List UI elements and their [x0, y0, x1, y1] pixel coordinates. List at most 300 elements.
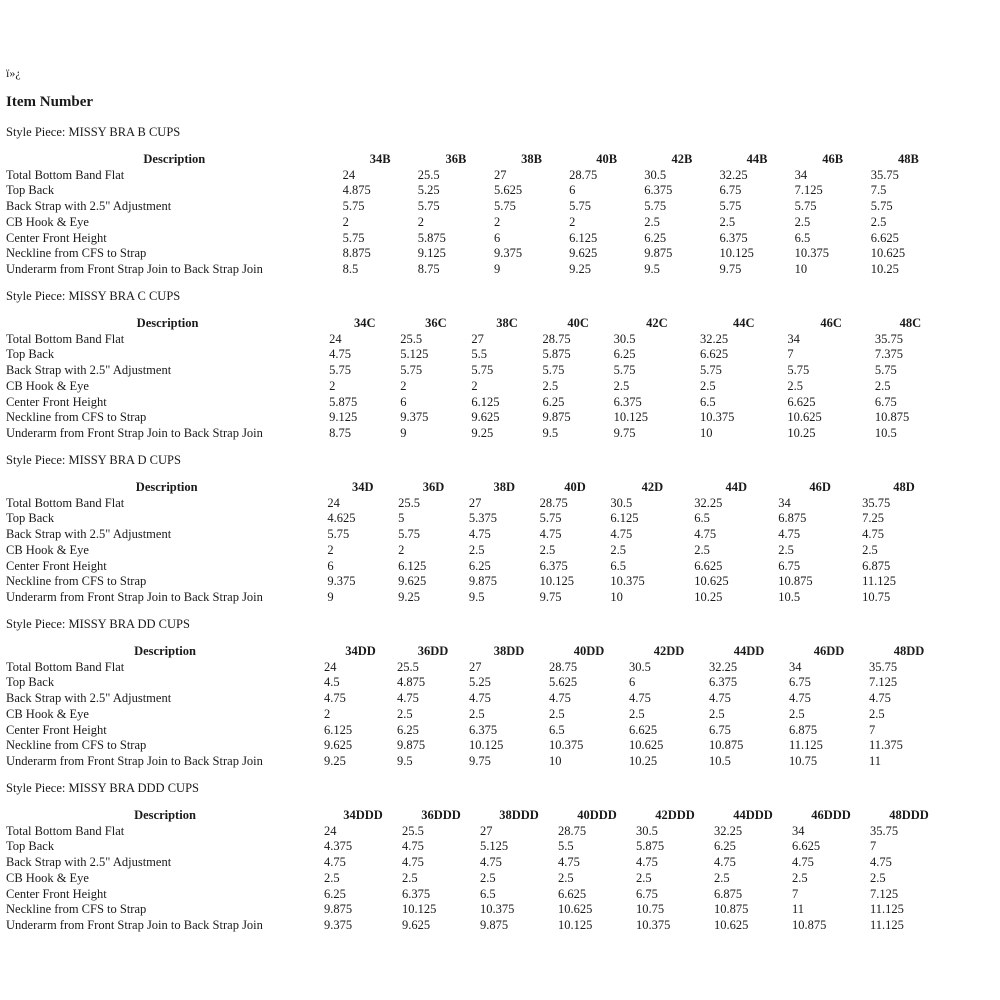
measurement-cell: 4.75 [549, 691, 571, 706]
measurement-cell: 4.375 [324, 839, 353, 854]
size-header: 38D [493, 480, 516, 494]
measurement-cell: 2 [329, 378, 336, 393]
measurement-cell: 5.875 [417, 230, 446, 245]
measurement-cell: 35.75 [869, 659, 898, 674]
measurement-cell: 5.75 [539, 511, 562, 526]
measurement-cell: 6.125 [324, 722, 353, 737]
table-row [6, 379, 946, 395]
measurement-cell: 5.75 [398, 527, 421, 542]
measurement-cell: 9.25 [471, 425, 494, 440]
size-header: 46DD [813, 644, 845, 658]
measurement-cell: 5.75 [327, 527, 350, 542]
measurement-cell: 6.25 [613, 347, 636, 362]
row-label: Top Back [6, 511, 55, 526]
measurement-cell: 10.75 [862, 589, 891, 604]
measurement-cell: 6.625 [700, 347, 729, 362]
measurement-cell: 5.75 [644, 199, 667, 214]
measurement-cell: 25.5 [397, 659, 419, 674]
measurement-cell: 35.75 [862, 495, 891, 510]
table-row [6, 574, 946, 590]
measurement-cell: 6.75 [709, 722, 731, 737]
measurement-cell: 2 [417, 214, 425, 229]
measurement-cell: 5.75 [787, 363, 810, 378]
measurement-cell: 9.375 [400, 410, 429, 425]
measurement-cell: 5.75 [417, 199, 440, 214]
table-row [6, 887, 948, 903]
measurement-cell: 6.5 [549, 722, 565, 737]
measurement-cell: 10.625 [558, 902, 593, 917]
table-row [6, 262, 946, 278]
measurement-cell: 10.75 [636, 902, 665, 917]
row-label: Back Strap with 2.5" Adjustment [6, 527, 172, 542]
measurement-cell: 4.75 [636, 855, 658, 870]
measurement-cell: 8.5 [342, 261, 359, 276]
measurement-cell: 7.375 [874, 347, 903, 362]
measurement-cell: 24 [324, 659, 337, 674]
measurement-cell: 10.125 [719, 246, 754, 261]
size-header: 36D [422, 480, 445, 494]
style-piece-label: Style Piece: MISSY BRA DDD CUPS [6, 781, 199, 795]
measurement-cell: 9.875 [644, 246, 673, 261]
measurement-cell: 4.75 [714, 855, 736, 870]
size-header: 48C [899, 316, 922, 330]
measurement-table [6, 808, 948, 934]
measurement-cell: 9 [400, 425, 407, 440]
encoding-marker: ï»¿ [6, 66, 21, 80]
table-row [6, 410, 946, 426]
measurement-cell: 6.25 [714, 839, 736, 854]
size-header: 40DDD [577, 808, 617, 822]
header-row [6, 316, 946, 332]
header-row [6, 808, 948, 824]
size-header: 42D [641, 480, 664, 494]
measurement-cell: 27 [471, 331, 484, 346]
measurement-cell: 2.5 [636, 870, 652, 885]
measurement-cell: 11.125 [789, 738, 823, 753]
row-label: CB Hook & Eye [6, 214, 89, 229]
page-title: Item Number [6, 94, 94, 110]
style-piece-label: Style Piece: MISSY BRA D CUPS [6, 453, 181, 467]
measurement-cell: 5.75 [719, 199, 742, 214]
table-row [6, 902, 948, 918]
measurement-cell: 4.75 [539, 527, 562, 542]
measurement-cell: 2.5 [792, 870, 808, 885]
measurement-cell: 5.5 [558, 839, 574, 854]
measurement-cell: 2.5 [714, 870, 730, 885]
table-row [6, 824, 948, 840]
measurement-cell: 2.5 [469, 706, 485, 721]
row-label: Underarm from Front Strap Join to Back Strap Join [6, 425, 263, 440]
measurement-cell: 2.5 [539, 542, 556, 557]
size-header: 46DDD [811, 808, 851, 822]
table-row [6, 363, 946, 379]
measurement-cell: 6.625 [870, 230, 899, 245]
measurement-cell: 5.75 [542, 363, 565, 378]
style-piece-label: Style Piece: MISSY BRA DD CUPS [6, 617, 190, 631]
row-label: Center Front Height [6, 394, 107, 409]
row-label: Total Bottom Band Flat [6, 331, 125, 346]
measurement-cell: 6.875 [862, 558, 891, 573]
measurement-cell: 6.75 [789, 675, 811, 690]
table-row [6, 395, 946, 411]
measurement-cell: 6.5 [700, 394, 716, 409]
row-label: Total Bottom Band Flat [6, 659, 125, 674]
measurement-cell: 5.75 [471, 363, 494, 378]
size-header: 36B [445, 152, 467, 166]
measurement-cell: 5.75 [493, 199, 516, 214]
measurement-cell: 10.625 [787, 410, 822, 425]
measurement-cell: 6.75 [778, 558, 801, 573]
style-piece-label: Style Piece: MISSY BRA C CUPS [6, 289, 181, 303]
measurement-cell: 10 [549, 753, 562, 768]
measurement-cell: 32.25 [719, 167, 748, 182]
measurement-cell: 6.375 [613, 394, 642, 409]
measurement-cell: 10.25 [787, 425, 816, 440]
table-row [6, 231, 946, 247]
measurement-table [6, 152, 946, 278]
table-row [6, 199, 946, 215]
header-row [6, 152, 946, 168]
measurement-cell: 6.25 [324, 886, 346, 901]
measurement-cell: 2.5 [789, 706, 805, 721]
measurement-cell: 30.5 [610, 495, 633, 510]
measurement-cell: 5.125 [400, 347, 429, 362]
measurement-cell: 6.875 [778, 511, 807, 526]
measurement-cell: 2.5 [874, 378, 891, 393]
measurement-cell: 10.125 [402, 902, 437, 917]
measurement-cell: 10.875 [714, 902, 749, 917]
measurement-cell: 4.75 [469, 691, 491, 706]
measurement-cell: 10.625 [870, 246, 906, 261]
measurement-cell: 2.5 [542, 378, 559, 393]
size-header: 38DD [493, 644, 525, 658]
measurement-cell: 10.375 [636, 917, 671, 932]
measurement-cell: 10.375 [610, 574, 645, 589]
measurement-cell: 11.125 [870, 902, 904, 917]
header-row [6, 644, 949, 660]
measurement-cell: 28.75 [542, 331, 571, 346]
measurement-cell: 32.25 [700, 331, 729, 346]
measurement-cell: 6.625 [558, 886, 587, 901]
size-header: 34C [353, 316, 376, 330]
measurement-cell: 5.625 [493, 183, 523, 198]
measurement-cell: 6.25 [542, 394, 565, 409]
row-label: CB Hook & Eye [6, 706, 89, 721]
row-label: Top Back [6, 347, 55, 362]
measurement-cell: 6.375 [719, 230, 748, 245]
row-label: Top Back [6, 183, 55, 198]
measurement-cell: 6.125 [471, 394, 500, 409]
row-label: Back Strap with 2.5" Adjustment [6, 691, 172, 706]
measurement-cell: 2 [342, 214, 349, 229]
measurement-cell: 2.5 [324, 870, 340, 885]
measurement-cell: 4.75 [694, 527, 717, 542]
table-row [6, 426, 946, 442]
measurement-cell: 9.375 [324, 917, 353, 932]
measurement-cell: 10.5 [778, 589, 801, 604]
measurement-cell: 9.625 [324, 738, 353, 753]
measurement-cell: 6 [569, 183, 576, 198]
size-header: 42B [671, 152, 693, 166]
measurement-cell: 34 [778, 495, 791, 510]
measurement-cell: 2.5 [794, 214, 811, 229]
row-label: Total Bottom Band Flat [6, 823, 125, 838]
measurement-cell: 2.5 [549, 706, 565, 721]
size-header: 44B [746, 152, 768, 166]
row-label: Total Bottom Band Flat [6, 495, 125, 510]
measurement-cell: 10 [794, 261, 808, 276]
table-row [6, 855, 948, 871]
row-label: Top Back [6, 675, 55, 690]
measurement-cell: 6.375 [709, 675, 738, 690]
table-row [6, 691, 949, 707]
measurement-cell: 11.125 [870, 917, 904, 932]
measurement-cell: 7.125 [794, 183, 823, 198]
measurement-cell: 10.5 [709, 753, 731, 768]
description-header: Description [134, 644, 196, 658]
measurement-cell: 4.75 [789, 691, 811, 706]
measurement-cell: 34 [794, 167, 808, 182]
measurement-cell: 8.875 [342, 246, 371, 261]
measurement-cell: 6.125 [398, 558, 427, 573]
measurement-cell: 9.75 [613, 425, 636, 440]
measurement-cell: 4.75 [468, 527, 491, 542]
style-piece-label: Style Piece: MISSY BRA B CUPS [6, 125, 181, 139]
measurement-cell: 2.5 [629, 706, 645, 721]
measurement-cell: 4.75 [610, 527, 633, 542]
row-label: Back Strap with 2.5" Adjustment [6, 855, 172, 870]
measurement-cell: 32.25 [709, 659, 738, 674]
table-row [6, 347, 946, 363]
measurement-cell: 24 [324, 823, 337, 838]
measurement-cell: 9 [493, 261, 501, 276]
size-header: 48B [897, 152, 919, 166]
measurement-cell: 2 [471, 378, 478, 393]
size-header: 36DDD [421, 808, 461, 822]
measurement-cell: 7.25 [862, 511, 884, 526]
size-header: 38B [521, 152, 542, 166]
measurement-cell: 2.5 [778, 542, 794, 557]
measurement-cell: 4.5 [324, 675, 340, 690]
measurement-cell: 9.5 [397, 753, 413, 768]
measurement-cell: 5.75 [400, 363, 423, 378]
measurement-cell: 11 [792, 902, 805, 917]
measurement-cell: 2 [324, 706, 331, 721]
measurement-cell: 4.75 [324, 855, 346, 870]
measurement-cell: 6.375 [644, 183, 673, 198]
table-row [6, 754, 949, 770]
measurement-cell: 6.25 [397, 722, 419, 737]
measurement-cell: 9.5 [644, 261, 660, 276]
row-label: Total Bottom Band Flat [6, 167, 125, 182]
measurement-cell: 6.25 [644, 230, 667, 245]
measurement-cell: 6.125 [610, 511, 639, 526]
measurement-cell: 35.75 [870, 823, 899, 838]
measurement-cell: 9.75 [469, 753, 491, 768]
measurement-cell: 9.875 [468, 574, 498, 589]
table-row [6, 918, 948, 934]
measurement-cell: 9.125 [329, 410, 358, 425]
size-header: 44DD [733, 644, 765, 658]
measurement-cell: 2.5 [397, 706, 413, 721]
measurement-cell: 5.875 [636, 839, 665, 854]
size-header: 38C [496, 316, 518, 330]
measurement-cell: 4.75 [862, 527, 884, 542]
size-header: 42C [646, 316, 668, 330]
measurement-cell: 30.5 [644, 167, 667, 182]
measurement-cell: 35.75 [870, 167, 899, 182]
measurement-cell: 7 [870, 839, 877, 854]
measurement-cell: 4.75 [870, 855, 892, 870]
table-row [6, 246, 946, 262]
measurement-cell: 30.5 [636, 823, 658, 838]
row-label: Neckline from CFS to Strap [6, 246, 147, 261]
measurement-cell: 2.5 [558, 870, 574, 885]
size-header: 36C [425, 316, 447, 330]
measurement-cell: 9.25 [569, 261, 591, 276]
measurement-cell: 5 [398, 511, 405, 526]
measurement-cell: 10.5 [874, 425, 897, 440]
measurement-cell: 2 [398, 542, 405, 557]
measurement-cell: 4.75 [792, 855, 814, 870]
measurement-cell: 7 [787, 347, 794, 362]
measurement-cell: 10.25 [629, 753, 658, 768]
row-label: Neckline from CFS to Strap [6, 574, 147, 589]
table-row [6, 183, 946, 199]
measurement-cell: 30.5 [629, 659, 651, 674]
measurement-cell: 4.75 [402, 839, 424, 854]
table-row [6, 707, 949, 723]
size-header: 46B [822, 152, 844, 166]
measurement-cell: 4.75 [324, 691, 346, 706]
measurement-table [6, 480, 946, 606]
header-row [6, 480, 946, 496]
table-row [6, 723, 949, 739]
size-header: 34DDD [343, 808, 383, 822]
size-header: 40B [596, 152, 618, 166]
table-row [6, 871, 948, 887]
row-label: CB Hook & Eye [6, 378, 89, 393]
measurement-cell: 10.25 [870, 261, 899, 276]
measurement-cell: 6 [327, 558, 334, 573]
measurement-cell: 5.75 [874, 363, 897, 378]
measurement-cell: 9.625 [398, 574, 427, 589]
measurement-cell: 9.5 [468, 589, 485, 604]
measurement-cell: 10 [610, 589, 623, 604]
size-header: 36DD [417, 644, 449, 658]
measurement-cell: 10.375 [794, 246, 829, 261]
row-label: Underarm from Front Strap Join to Back Strap Join [6, 917, 263, 932]
measurement-cell: 6.125 [569, 230, 598, 245]
table-row [6, 559, 946, 575]
measurement-cell: 7.125 [870, 886, 899, 901]
measurement-cell: 5.25 [469, 675, 491, 690]
measurement-cell: 2.5 [709, 706, 725, 721]
measurement-cell: 10.375 [700, 410, 735, 425]
measurement-cell: 10 [700, 425, 713, 440]
measurement-cell: 2.5 [719, 214, 736, 229]
measurement-cell: 8.75 [417, 261, 440, 276]
measurement-cell: 2.5 [694, 542, 710, 557]
measurement-cell: 10.875 [874, 410, 910, 425]
measurement-cell: 10.625 [694, 574, 729, 589]
measurement-cell: 5.75 [870, 199, 893, 214]
measurement-cell: 9.25 [324, 753, 346, 768]
measurement-cell: 5.75 [329, 363, 352, 378]
measurement-cell: 34 [787, 331, 800, 346]
measurement-cell: 6 [493, 230, 501, 245]
description-header: Description [143, 152, 206, 166]
table-row [6, 215, 946, 231]
size-header: 48DD [893, 644, 925, 658]
measurement-cell: 7.5 [870, 183, 887, 198]
measurement-table [6, 644, 949, 770]
measurement-cell: 2 [493, 214, 501, 229]
size-header: 38DDD [499, 808, 539, 822]
measurement-cell: 8.75 [329, 425, 352, 440]
measurement-cell: 9.25 [398, 589, 421, 604]
row-label: CB Hook & Eye [6, 542, 89, 557]
measurement-cell: 9.625 [471, 410, 500, 425]
measurement-cell: 9 [327, 589, 334, 604]
size-header: 40DD [573, 644, 605, 658]
row-label: Center Front Height [6, 722, 107, 737]
measurement-cell: 9.875 [397, 738, 426, 753]
measurement-cell: 27 [468, 495, 482, 510]
measurement-cell: 11 [869, 753, 882, 768]
measurement-cell: 28.75 [558, 823, 587, 838]
row-label: Center Front Height [6, 230, 107, 245]
measurement-cell: 6.5 [480, 886, 496, 901]
measurement-cell: 6 [400, 394, 407, 409]
measurement-cell: 6.875 [789, 722, 818, 737]
size-header: 48DDD [889, 808, 929, 822]
measurement-cell: 4.75 [397, 691, 419, 706]
measurement-cell: 9.875 [480, 917, 509, 932]
measurement-cell: 2.5 [480, 870, 496, 885]
measurement-cell: 10.375 [549, 738, 584, 753]
measurement-cell: 25.5 [402, 823, 424, 838]
measurement-cell: 5.5 [471, 347, 488, 362]
table-row [6, 839, 948, 855]
measurement-cell: 4.75 [480, 855, 502, 870]
measurement-cell: 6.5 [694, 511, 710, 526]
measurement-cell: 10.125 [469, 738, 504, 753]
row-label: Neckline from CFS to Strap [6, 410, 147, 425]
table-row [6, 332, 946, 348]
row-label: Back Strap with 2.5" Adjustment [6, 363, 172, 378]
table-row [6, 675, 949, 691]
measurement-cell: 5.75 [569, 199, 591, 214]
measurement-cell: 2.5 [610, 542, 627, 557]
table-row [6, 543, 946, 559]
measurement-cell: 2.5 [468, 542, 485, 557]
size-header: 40D [564, 480, 586, 494]
measurement-cell: 34 [789, 659, 802, 674]
row-label: Neckline from CFS to Strap [6, 738, 147, 753]
measurement-cell: 10.625 [714, 917, 749, 932]
measurement-cell: 24 [329, 331, 342, 346]
size-header: 34D [352, 480, 374, 494]
measurement-cell: 5.75 [700, 363, 722, 378]
row-label: CB Hook & Eye [6, 870, 89, 885]
row-label: Center Front Height [6, 558, 107, 573]
measurement-cell: 9.375 [493, 246, 523, 261]
measurement-cell: 5.875 [329, 394, 358, 409]
measurement-cell: 2 [569, 214, 576, 229]
measurement-cell: 25.5 [400, 331, 423, 346]
measurement-cell: 5.75 [342, 230, 365, 245]
